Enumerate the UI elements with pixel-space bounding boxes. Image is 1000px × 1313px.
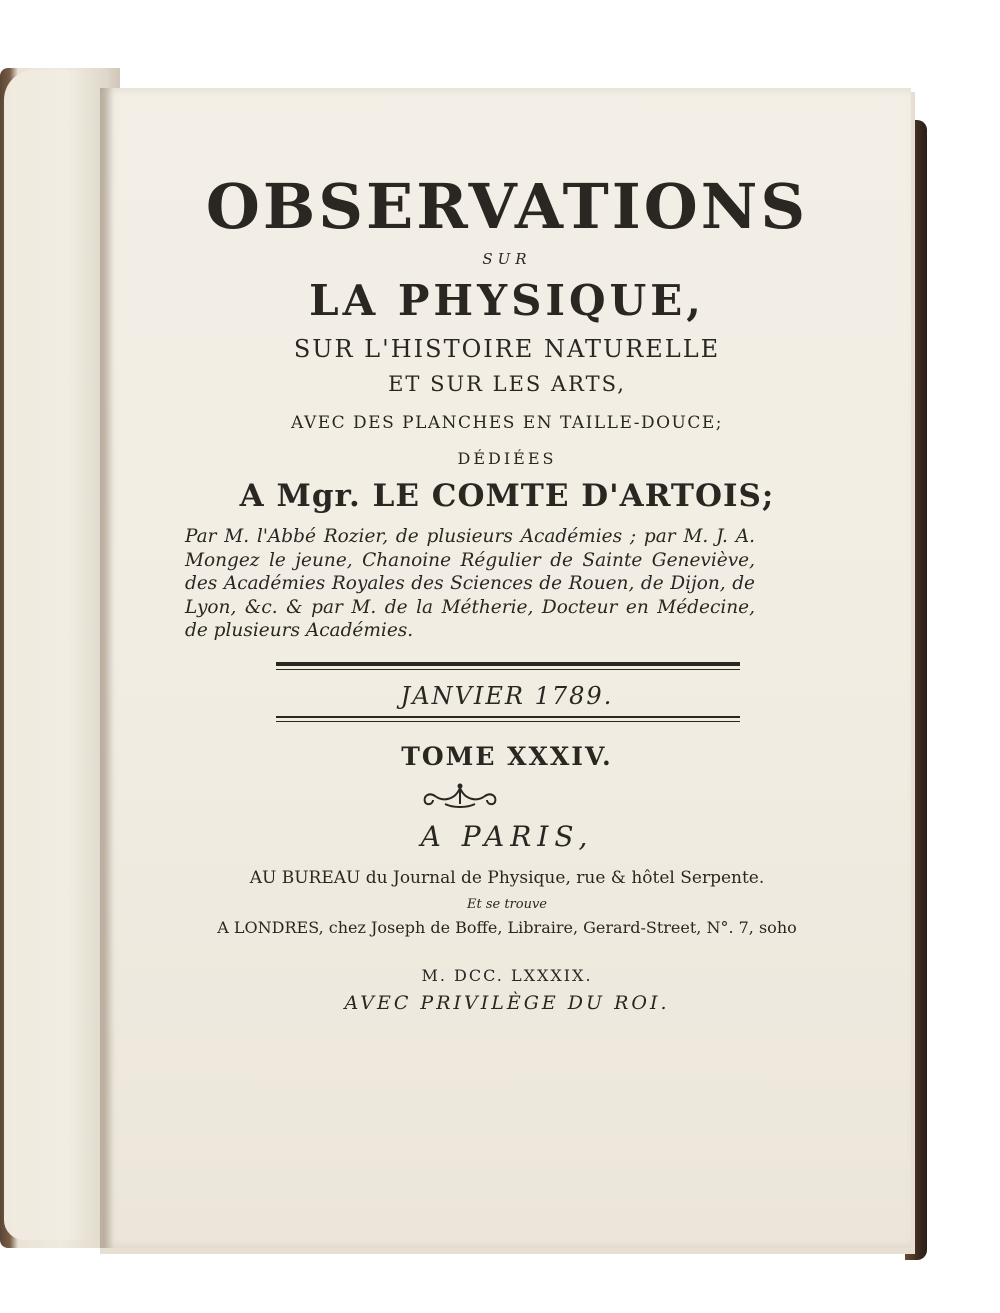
subtitle-sur: SUR bbox=[482, 250, 532, 268]
volume-number: TOME XXXIV. bbox=[401, 742, 613, 771]
place-of-publication: A PARIS, bbox=[420, 820, 594, 853]
publisher-line: AU BUREAU du Journal de Physique, rue & hôtel Serpente. bbox=[249, 868, 765, 888]
issue-date: JANVIER 1789. bbox=[400, 682, 614, 710]
also-found-line: Et se trouve bbox=[466, 897, 548, 912]
rule-thick-bottom bbox=[276, 716, 740, 718]
royal-privilege: AVEC PRIVILÈGE DU ROI. bbox=[344, 992, 670, 1014]
subtitle-arts: ET SUR LES ARTS, bbox=[388, 372, 626, 396]
rule-thin-bottom bbox=[276, 721, 740, 722]
authors-paragraph: Par M. l'Abbé Rozier, de plusieurs Académies ; par M. J. A. Mongez le jeune, Chanoine Régulier de Sainte Geneviève, des Académies Royales des Sciences de Rouen, de Dijon, de Lyon, &c. & par M. de la Métherie, Docteur en Médecine, de plusieurs Académies. bbox=[185, 526, 755, 641]
fleuron-ornament-icon bbox=[415, 782, 505, 810]
dedicatee: A Mgr. LE COMTE D'ARTOIS; bbox=[239, 478, 775, 514]
rule-thin-top bbox=[276, 669, 740, 670]
rule-thick-top bbox=[276, 662, 740, 666]
london-seller-line: A LONDRES, chez Joseph de Boffe, Libraire, Gerard-Street, N°. 7, soho bbox=[217, 918, 797, 937]
left-page bbox=[4, 70, 109, 1240]
subtitle-histoire: SUR L'HISTOIRE NATURELLE bbox=[293, 335, 721, 363]
dedication-label: DÉDIÉES bbox=[457, 449, 557, 468]
publication-year: M. DCC. LXXXIX. bbox=[421, 966, 593, 985]
subtitle-planches: AVEC DES PLANCHES EN TAILLE-DOUCE; bbox=[291, 413, 723, 433]
subtitle-physique: LA PHYSIQUE, bbox=[309, 276, 705, 325]
title: OBSERVATIONS bbox=[205, 170, 809, 243]
